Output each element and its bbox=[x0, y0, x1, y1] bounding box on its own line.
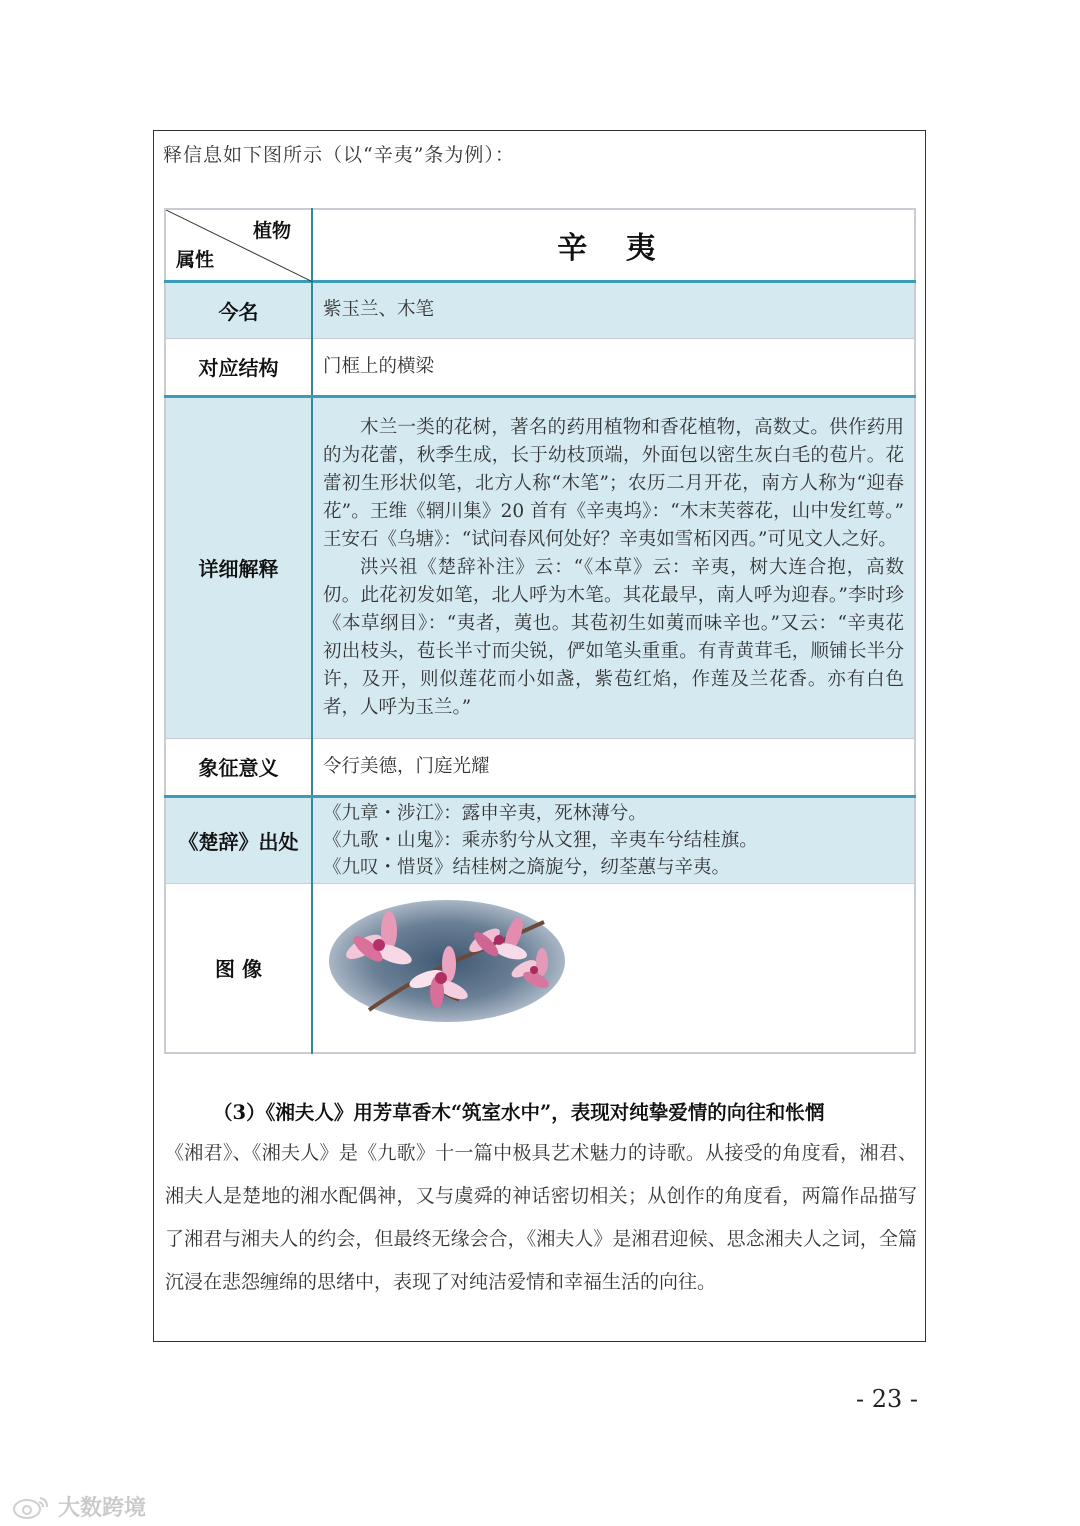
table-row bbox=[165, 796, 915, 883]
symbolism-value: 令行美德，门庭光耀 bbox=[312, 738, 915, 796]
source-line: 《九歌・山鬼》：乘赤豹兮从文狸，辛夷车兮结桂旗。 bbox=[323, 829, 758, 851]
detail-explanation bbox=[312, 396, 915, 738]
row-label-detail: 详细解释 bbox=[165, 396, 312, 738]
table-row bbox=[165, 396, 915, 738]
section-title: （3）《湘夫人》用芳草香木“筑室水中”，表现对纯挚爱情的向往和怅惘 bbox=[213, 1101, 825, 1124]
row-label-sources: 《楚辞》出处 bbox=[165, 796, 312, 883]
plant-attribute-table bbox=[164, 208, 916, 1054]
table-row bbox=[165, 281, 915, 338]
intro-text: 释信息如下图所示（以“辛夷”条为例）： bbox=[163, 144, 515, 166]
attribute-row-label: 属性 bbox=[176, 248, 215, 271]
table-row bbox=[165, 883, 915, 1053]
weibo-logo-icon bbox=[12, 1494, 52, 1520]
page-number: - 23 - bbox=[856, 1385, 919, 1413]
watermark bbox=[12, 1491, 146, 1522]
source-line: 《九叹・惜贤》结桂树之旖旎兮，纫荃蕙与辛夷。 bbox=[323, 856, 731, 878]
magnolia-flower-image bbox=[329, 900, 565, 1022]
table-row bbox=[165, 738, 915, 796]
detail-paragraph: 洪兴祖《楚辞补注》云：“《本草》云：辛夷，树大连合抱，高数仞。此花初发如笔，北人呼为木笔。其花最早，南人呼为迎春。”李时珍《本草纲目》：“夷者，荑也。其苞初生如荑而味辛也。”又云：“辛夷花初出枝头，苞长半寸而尖锐，俨如笔头重重。有青黄茸毛，顺铺长半分许，及开，则似莲花而小如盏，紫苞红焰，作莲及兰花香。亦有白色者，人呼为玉兰。” bbox=[323, 556, 904, 718]
row-label-modern-name: 今名 bbox=[165, 281, 312, 338]
source-line: 《九章・涉江》：露申辛夷，死林薄兮。 bbox=[323, 802, 647, 824]
sources-list bbox=[312, 796, 915, 883]
table-row bbox=[165, 338, 915, 396]
row-label-symbolism: 象征意义 bbox=[165, 738, 312, 796]
detail-paragraph: 木兰一类的花树，著名的药用植物和香花植物，高数丈。供作药用的为花蕾，秋季生成，长于幼枝顶端，外面包以密生灰白毛的苞片。花蕾初生形状似笔，北方人称“木笔”；农历二月开花，南方人称为“迎春花”。王维《辋川集》20 首有《辛夷坞》：“木末芙蓉花，山中发红萼。” 王安石《乌塘》：“试问春风何处好？辛夷如雪柘冈西。”可见文人之好。 bbox=[323, 416, 904, 550]
image-cell bbox=[312, 883, 915, 1053]
plant-name-title: 辛 夷 bbox=[312, 209, 915, 281]
body-paragraph: 《湘君》、《湘夫人》是《九歌》十一篇中极具艺术魅力的诗歌。从接受的角度看，湘君、湘夫人是楚地的湘水配偶神，又与虞舜的神话密切相关；从创作的角度看，两篇作品描写了湘君与湘夫人的约会，但最终无缘会合，《湘夫人》是湘君迎候、思念湘夫人之词，全篇沉浸在悲怨缠绵的思绪中，表现了对纯洁爱情和幸福生活的向往。 bbox=[165, 1142, 917, 1293]
watermark-text: 大数跨境 bbox=[58, 1496, 147, 1521]
table-corner-header bbox=[165, 209, 312, 281]
row-label-structure: 对应结构 bbox=[165, 338, 312, 396]
row-label-image: 图 像 bbox=[165, 883, 312, 1053]
structure-value: 门框上的横梁 bbox=[312, 338, 915, 396]
plant-column-label: 植物 bbox=[252, 220, 291, 242]
modern-name-value: 紫玉兰、木笔 bbox=[312, 281, 915, 338]
